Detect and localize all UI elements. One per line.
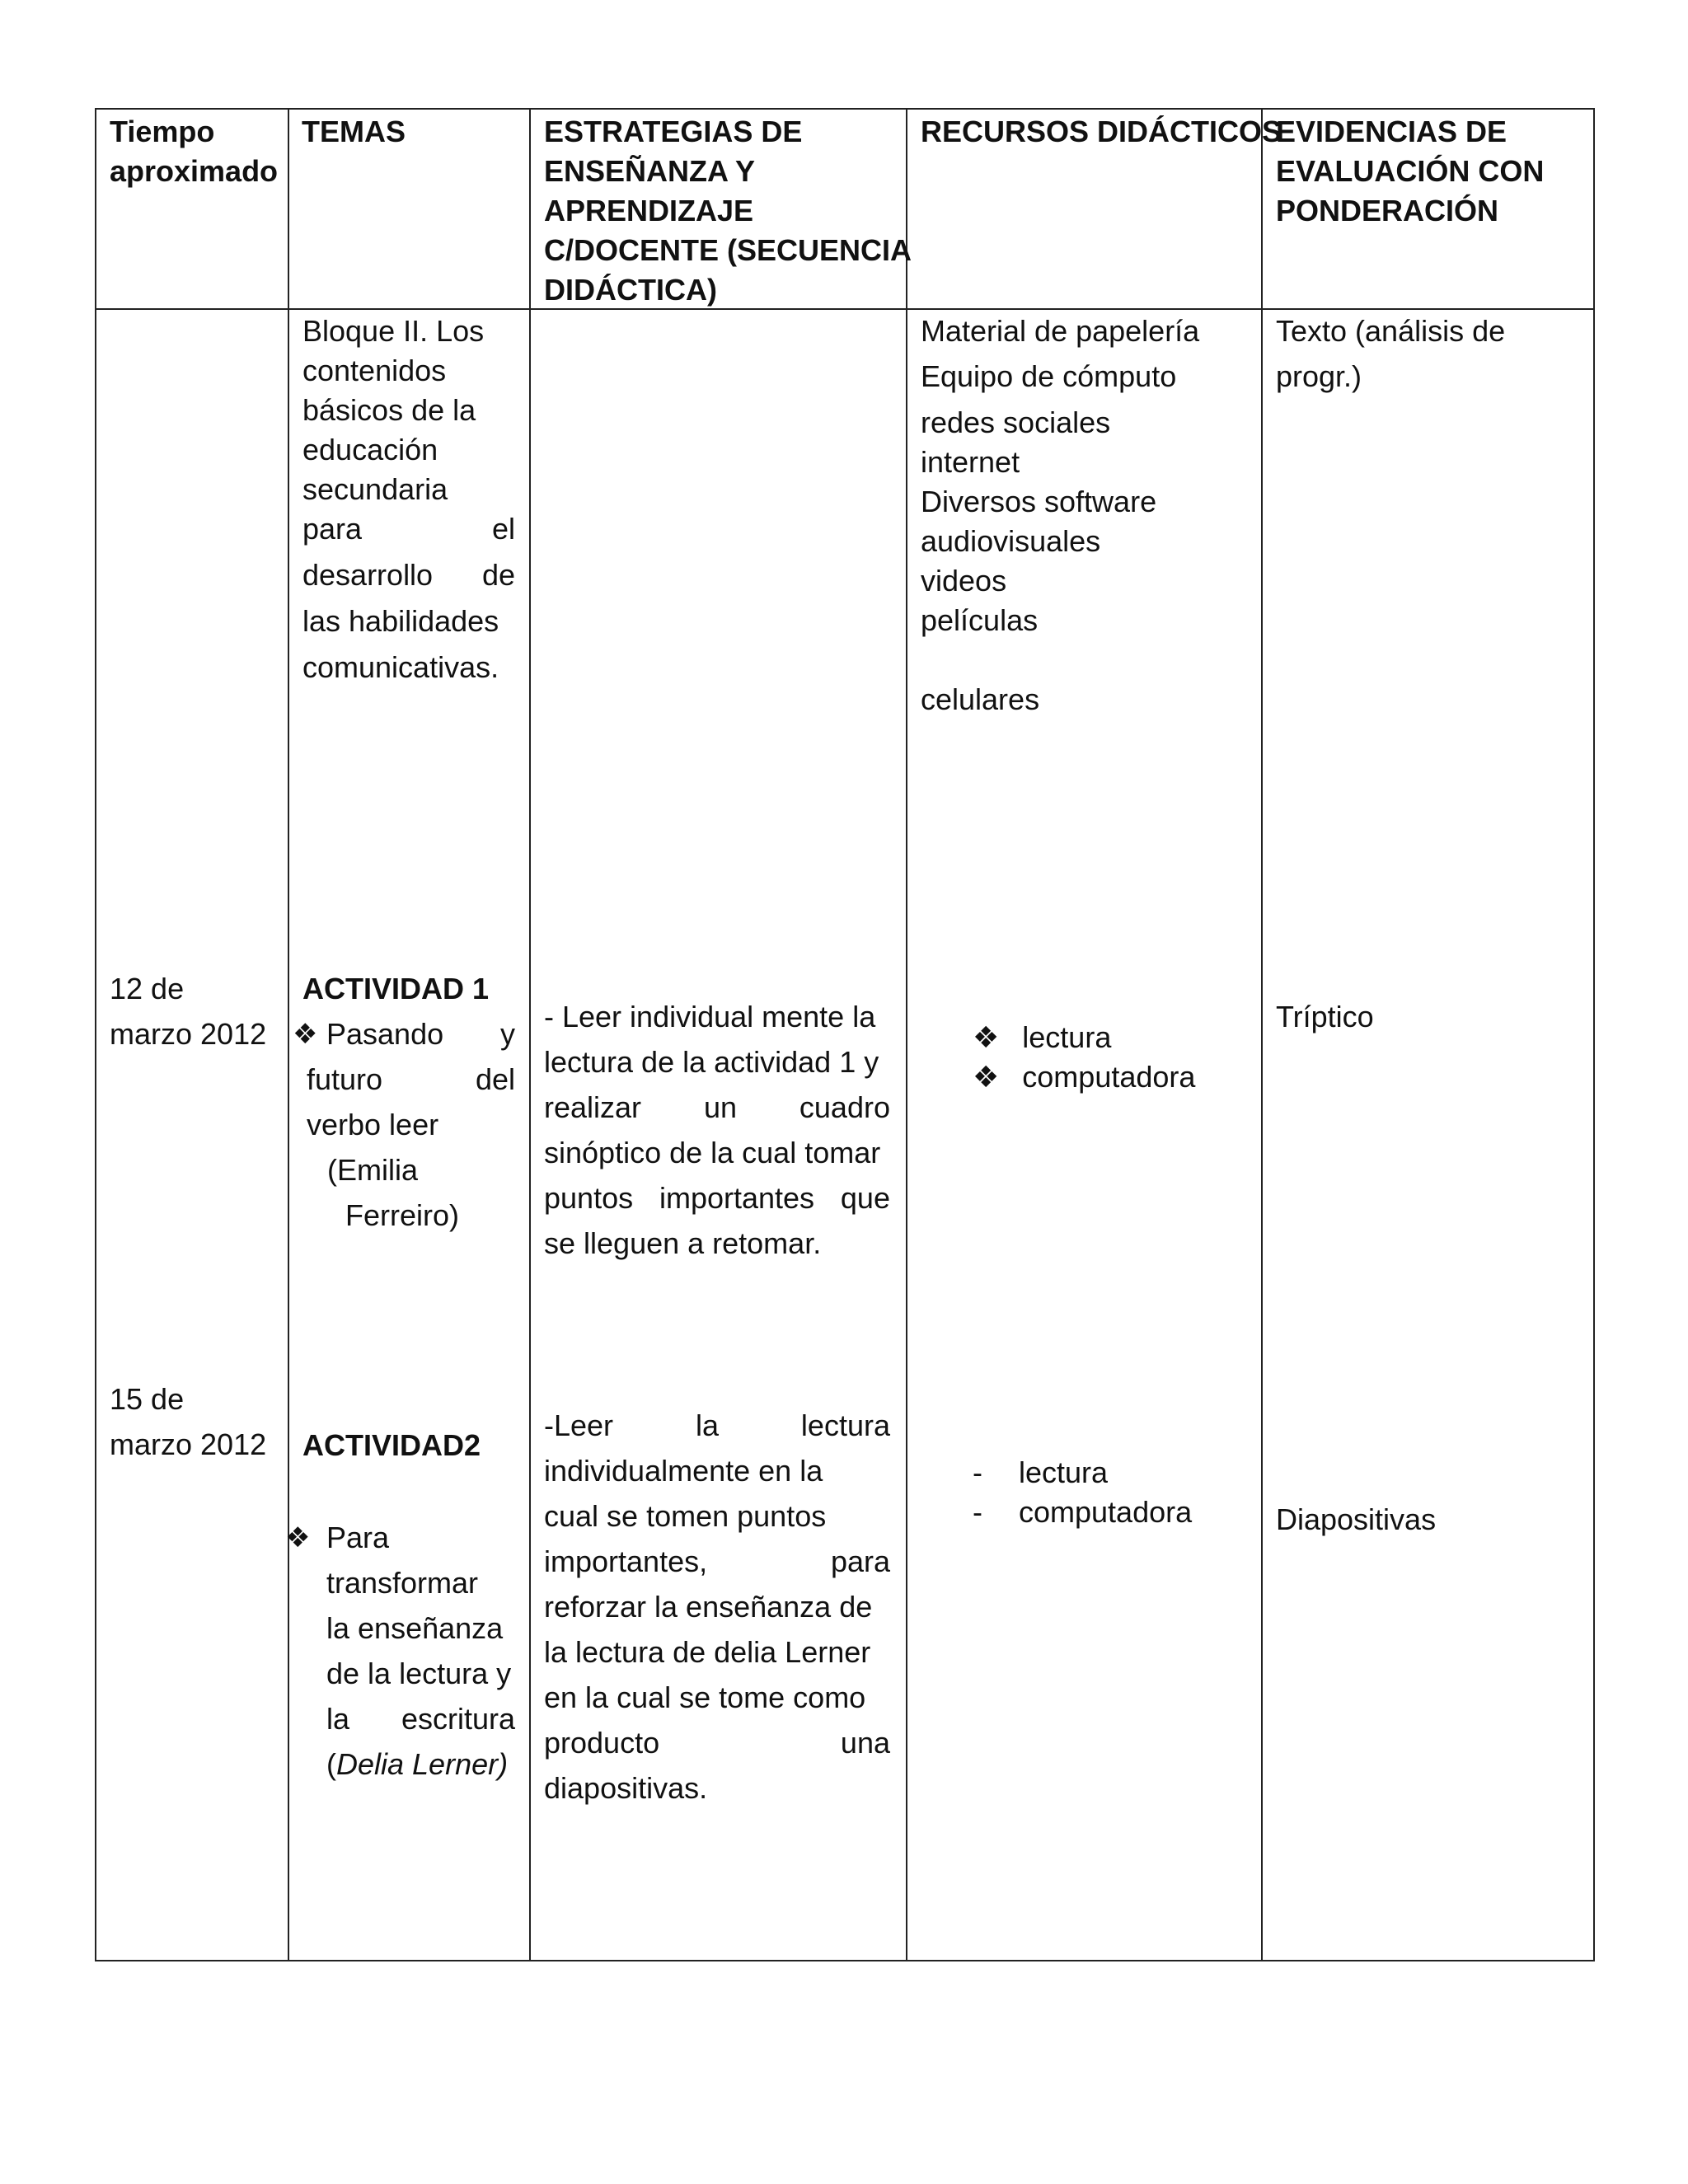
activity-1-resources: ❖ lectura ❖ computadora xyxy=(973,1020,1196,1094)
activity-2-title: ACTIVIDAD2 xyxy=(302,1428,481,1462)
activity-1-title: ACTIVIDAD 1 xyxy=(302,972,490,1005)
activity-1-date: 12 de marzo 2012 xyxy=(110,972,267,1051)
column-divider xyxy=(906,108,907,1961)
block-resources: Material de papelería Equipo de cómputo redes sociales internet Diversos software audiovisuales videos películas celulares xyxy=(921,314,1200,716)
diamond-bullet-icon: ❖ xyxy=(973,1020,1000,1054)
diamond-bullet-icon: ❖ xyxy=(285,1522,311,1554)
activity-2-topic: Para transformar la enseñanza de la lectura y la escritura (Delia Lerner) xyxy=(326,1521,515,1781)
block-topic: Bloque II. Los contenidos básicos de la educación secundaria para el desarrollo de las habilidades comunicativas. xyxy=(302,314,515,684)
header-temas: TEMAS xyxy=(302,115,406,148)
activity-1-strategy: - Leer individual mente la lectura de la actividad 1 y realizar un cuadro sinóptico de la cual tomar puntos importantes que se lleguen a retomar. xyxy=(544,1000,890,1260)
dash-bullet: - xyxy=(973,1455,982,1489)
diamond-bullet-icon: ❖ xyxy=(973,1060,1000,1094)
diamond-bullet-icon: ❖ xyxy=(293,1019,318,1050)
activity-2-strategy: -Leer la lectura individualmente en la cual se tomen puntos importantes, para reforzar la enseñanza de la lectura de delia Lerner en la cual se tome como producto una diapositivas. xyxy=(544,1408,890,1805)
column-divider xyxy=(529,108,531,1961)
header-recursos: RECURSOS DIDÁCTICOS xyxy=(921,115,1282,148)
dash-bullet: - xyxy=(973,1495,982,1529)
header-estrategias: ESTRATEGIAS DE ENSEÑANZA Y APRENDIZAJE C/DOCENTE (SECUENCIA DIDÁCTICA) xyxy=(544,115,912,307)
header-evidencias: EVIDENCIAS DE EVALUACIÓN CON PONDERACIÓN xyxy=(1276,115,1545,227)
column-divider xyxy=(288,108,289,1961)
activity-2-date: 15 de marzo 2012 xyxy=(110,1382,267,1461)
activity-2-evidence: Diapositivas xyxy=(1276,1502,1437,1536)
activity-1-evidence: Tríptico xyxy=(1276,1000,1374,1033)
column-divider xyxy=(1261,108,1263,1961)
activity-2-resources: - lectura - computadora xyxy=(973,1455,1193,1529)
header-tiempo: Tiempo aproximado xyxy=(110,115,279,188)
activity-1-topic: Pasando y futuro del verbo leer (Emilia Ferreiro) xyxy=(307,1017,515,1232)
block-evidence: Texto (análisis de progr.) xyxy=(1276,314,1506,393)
